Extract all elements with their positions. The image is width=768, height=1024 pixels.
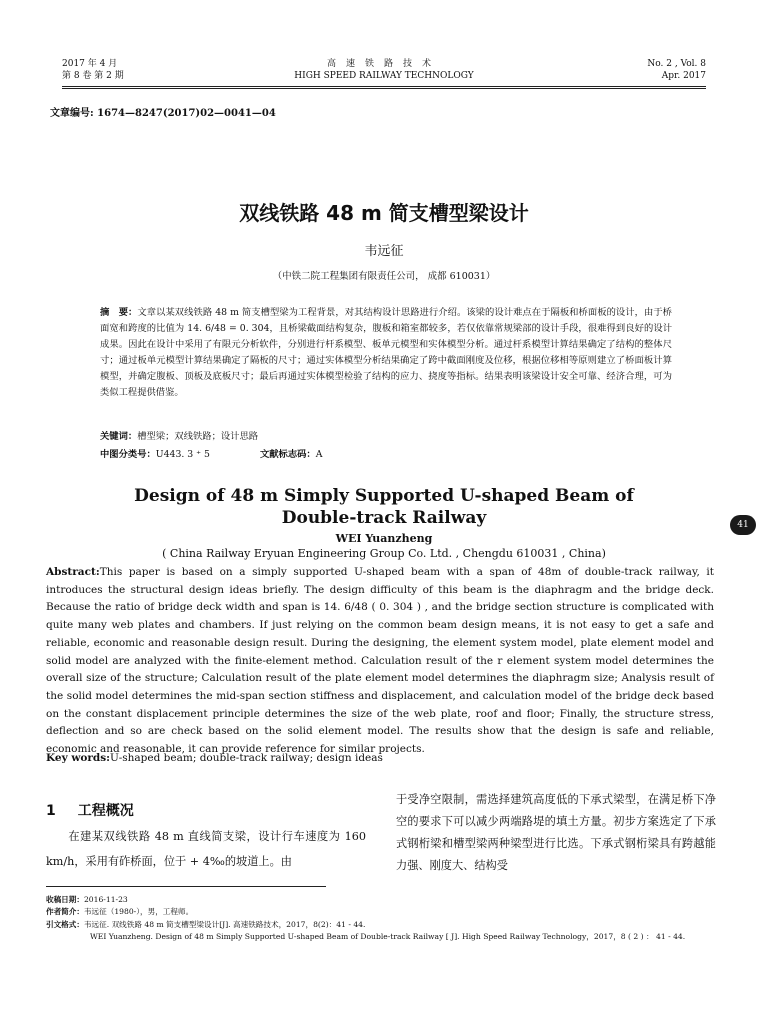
keywords-cn-text: 槽型梁；双线铁路；设计思路: [137, 431, 259, 442]
keywords-en-label: Key words:: [46, 752, 111, 764]
doc-code-label: 文献标志码：: [259, 449, 316, 460]
affiliation-en: ( China Railway Eryuan Engineering Group Co. Ltd. , Chengdu 610031 , China): [162, 547, 606, 560]
classification-cn: [100, 446, 322, 460]
footnote-author: [46, 906, 714, 918]
doc-code-value: A: [315, 449, 323, 460]
keywords-cn: [100, 428, 258, 442]
affiliation-cn: （中铁二院工程集团有限责任公司， 成都 610031）: [272, 271, 496, 282]
abstract-en-label: Abstract:: [46, 566, 100, 578]
received-label: 收稿日期：: [46, 895, 84, 904]
footnote-citation: [46, 919, 714, 931]
footnote-received: [46, 894, 714, 906]
header-date: 2017 年 4 月: [62, 59, 118, 69]
title-cn: 双线铁路 48 m 简支槽型梁设计: [239, 201, 529, 225]
abstract-en-text: This paper is based on a simply supported U-shaped beam with a span of 48m of double-track railway, it introduces the structural design ideas briefly. The design difficulty of this beam is the diaphragm and the bridge deck. Because the ratio of bridge deck width and span is 14. 6/48 ( 0. 304 ) , and the bridge section structure is complicated with quite many web plates and chambers. If just relying on the common beam design means, it is not easy to get a safe and reliable, economic and reasonable design result. During the designing, the element system model, plate element model and solid model are analyzed with the finite-element method. Calculation result of the r element system model determines the overall size of the structure; Calculation result of the plate element model determines the diaphragm size; Analysis result of the solid model determines the mid-span section stiffness and displacement, and calculation model of the bridge deck based on the constant displacement principle determines the size of the web plate, roof and floor; Finally, the structure stress, deflection and so are check based on the solid element model. The results show that the design is safe and reliable, economic and reasonable, it can provide reference for similar projects.: [46, 566, 714, 756]
citation-en: WEI Yuanzheng. Design of 48 m Simply Supported U-shaped Beam of Double-track Railway [ J]. High Speed Railway Technology，2017，8 ( 2 ) ： 41 - 44.: [90, 932, 686, 942]
body-text-left: 在建某双线铁路 48 m 直线简支梁，设计行车速度为 160 km/h，采用有砟桥面，位于 + 4‰的坡道上。由: [46, 830, 366, 868]
article-number: 文章编号: 1674—8247(2017)02—0041—04: [50, 108, 276, 119]
body-text-right: 于受净空限制，需选择建筑高度低的下承式梁型，在满足桥下净空的要求下可以减少两端路堤的填土方量。初步方案选定了下承式钢桁梁和槽型梁两种梁型进行比选。下承式钢桁梁具有跨越能力强、刚度大、结构受: [396, 793, 716, 872]
journal-name-cn: 高速铁路技术: [326, 59, 441, 69]
keywords-en-text: U-shaped beam; double-track railway; design ideas: [110, 752, 383, 764]
citation-label: 引文格式：: [46, 919, 84, 929]
title-en: Design of 48 m Simply Supported U-shaped Beam of Double-track Railway: [134, 486, 634, 528]
classification-label: 中图分类号：: [100, 449, 156, 460]
page-number-badge: 41: [730, 515, 756, 535]
keywords-cn-label: 关键词：: [100, 431, 138, 442]
author-en: WEI Yuanzheng: [335, 532, 433, 545]
header-rule: [62, 88, 706, 89]
journal-name-en: HIGH SPEED RAILWAY TECHNOLOGY: [294, 71, 474, 81]
footnote-rule: [46, 886, 326, 887]
journal-issue: [647, 58, 706, 82]
classification-value: U443. 3 ⁺ 5: [155, 449, 210, 460]
abstract-cn-text: 文章以某双线铁路 48 m 简支槽型梁为工程背景，对其结构设计思路进行介绍。该梁的设计难点在于隔板和桥面板的设计，由于桥面宽和跨度的比值为 14. 6/48 = 0. 304，且桥梁截面结构复杂，腹板和箱室都较多，若仅依靠常规梁部的设计手段，很难得到良好的设计成果。因此在设计中采用了有限元分析软件，分别进行杆系模型、板单元模型和实体模型分析。通过杆系模型计算结果确定了结构的整体尺寸；通过板单元模型计算结果确定了隔板的尺寸；通过实体模型分析结果确定了跨中截面刚度及位移，根据位移相等原则建立了桥面板计算模型，并确定腹板、顶板及底板尺寸；最后再通过实体模型检验了结构的应力、挠度等指标。结果表明该梁设计安全可靠、经济合理，可为类似工程提供借鉴。: [100, 307, 672, 399]
footnotes: [46, 894, 714, 944]
author-bio-label: 作者简介：: [46, 907, 84, 917]
abstract-cn-label: 摘 要：: [100, 307, 138, 318]
received-date: 2016-11-23: [83, 895, 128, 904]
section-number: 1: [46, 803, 56, 819]
header-issue-no: No. 2 , Vol. 8: [647, 59, 706, 69]
keywords-en: [46, 752, 383, 764]
author-bio: 韦远征（1980-），男，工程师。: [83, 907, 194, 917]
section-title: 工程概况: [77, 803, 134, 819]
abstract-cn: [100, 305, 672, 402]
author-cn: 韦远征: [364, 244, 404, 259]
citation-cn: 韦远征. 双线铁路 48 m 简支槽型梁设计[J]. 高速铁路技术，2017，8(2)：41 - 44.: [83, 919, 366, 929]
abstract-en: [46, 564, 714, 759]
header-volume: 第 8 卷 第 2 期: [62, 71, 124, 81]
header-issue-date: Apr. 2017: [661, 71, 706, 81]
section-heading: [46, 800, 134, 820]
header-rule: [62, 86, 706, 87]
